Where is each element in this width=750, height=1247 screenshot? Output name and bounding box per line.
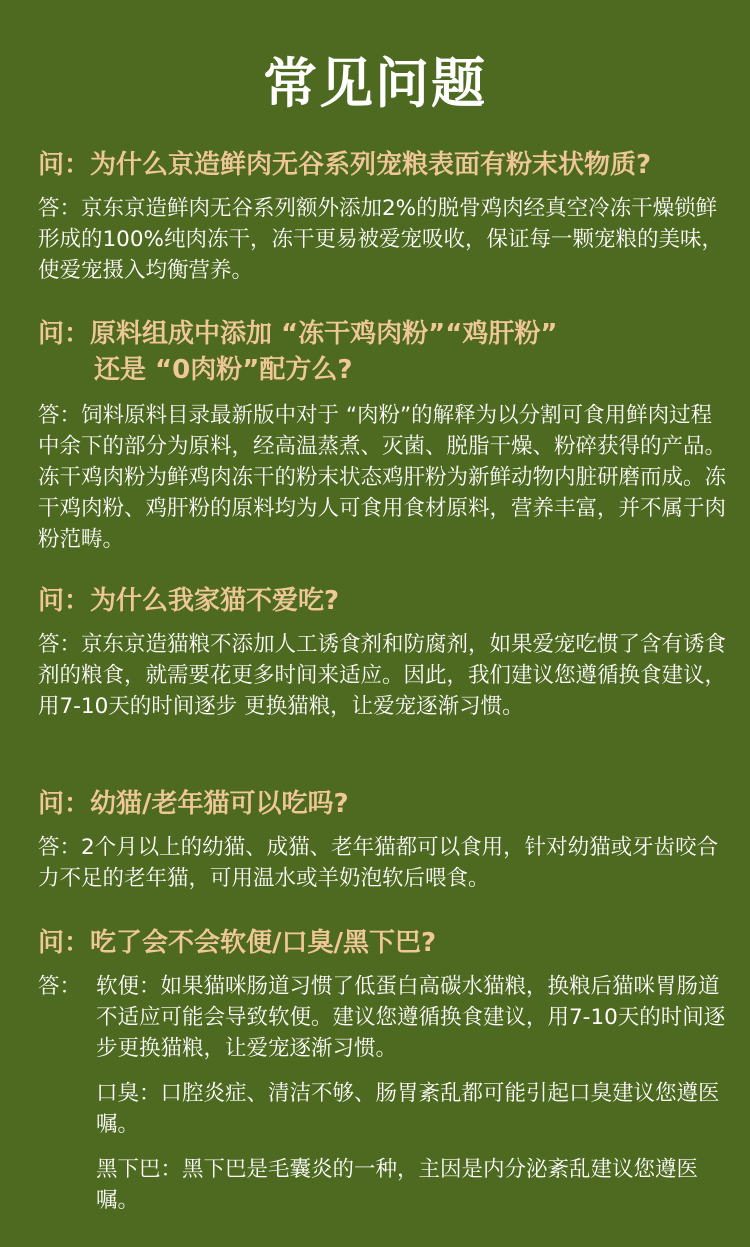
faq-item-1 [38,147,728,286]
faq-item-4 [38,786,728,894]
faq-answer: 答：饲料原料目录最新版中对于 “肉粉”的解释为以分割可食用鲜肉过程中余下的部分为原料，经高温蒸煮、灭菌、脱脂干燥、粉碎获得的产品。冻干鸡肉粉为鲜鸡肉冻干的粉末状态鸡肝粉为新鲜动物内脏研磨而成。冻干鸡肉粉、鸡肝粉的原料均为人可食用食材原料，营养丰富，并不属于肉粉范畴。 [38,403,727,552]
faq-question: 问：原料组成中添加 “冻干鸡肉粉”“鸡肝粉” [38,319,558,349]
page-title: 常见问题 [263,52,487,115]
faq-answer: 答：2个月以上的幼猫、成猫、老年猫都可以食用，针对幼猫或牙齿咬合力不足的老年猫，可用温水或羊奶泡软后喂食。 [38,835,719,891]
faq-item-3 [38,583,728,722]
faq-question-line2: 还是 “0肉粉”配方么? [94,355,353,385]
answer-soft-stool: 软便：如果猫咪肠道习惯了低蛋白高碳水猫粮，换粮后猫咪胃肠道不适应可能会导致软便。建议您遵循换食建议，用7-10天的时间逐步更换猫粮，让爱宠逐渐习惯。 [96,974,726,1061]
faq-answer: 答：京东京造鲜肉无谷系列额外添加2%的脱骨鸡肉经真空冷冻干燥锁鲜形成的100%纯肉冻干，冻干更易被爱宠吸收，保证每一颗宠粮的美味，使爱宠摄入均衡营养。 [38,196,723,283]
answer-prefix: 答： [38,974,82,999]
faq-item-5 [38,925,728,1216]
answer-black-chin: 黑下巴：黑下巴是毛囊炎的一种，主因是内分泌紊乱建议您遵医嘱。 [96,1157,699,1213]
faq-answer: 答：京东京造猫粮不添加人工诱食剂和防腐剂，如果爱宠吃惯了含有诱食剂的粮食，就需要花更多时间来适应。因此，我们建议您遵循换食建议，用7-10天的时间逐步 更换猫粮，让爱宠逐渐习惯。 [38,632,727,719]
faq-item-2 [38,316,728,555]
faq-question: 问：为什么京造鲜肉无谷系列宠粮表面有粉末状物质? [38,150,652,180]
faq-answer-block [38,971,728,1216]
faq-question: 问：为什么我家猫不爱吃? [38,586,340,616]
faq-question: 问：幼猫/老年猫可以吃吗? [38,789,349,819]
faq-question: 问：吃了会不会软便/口臭/黑下巴? [38,928,437,958]
answer-bad-breath: 口臭：口腔炎症、清洁不够、肠胃紊乱都可能引起口臭建议您遵医嘱。 [96,1081,720,1137]
